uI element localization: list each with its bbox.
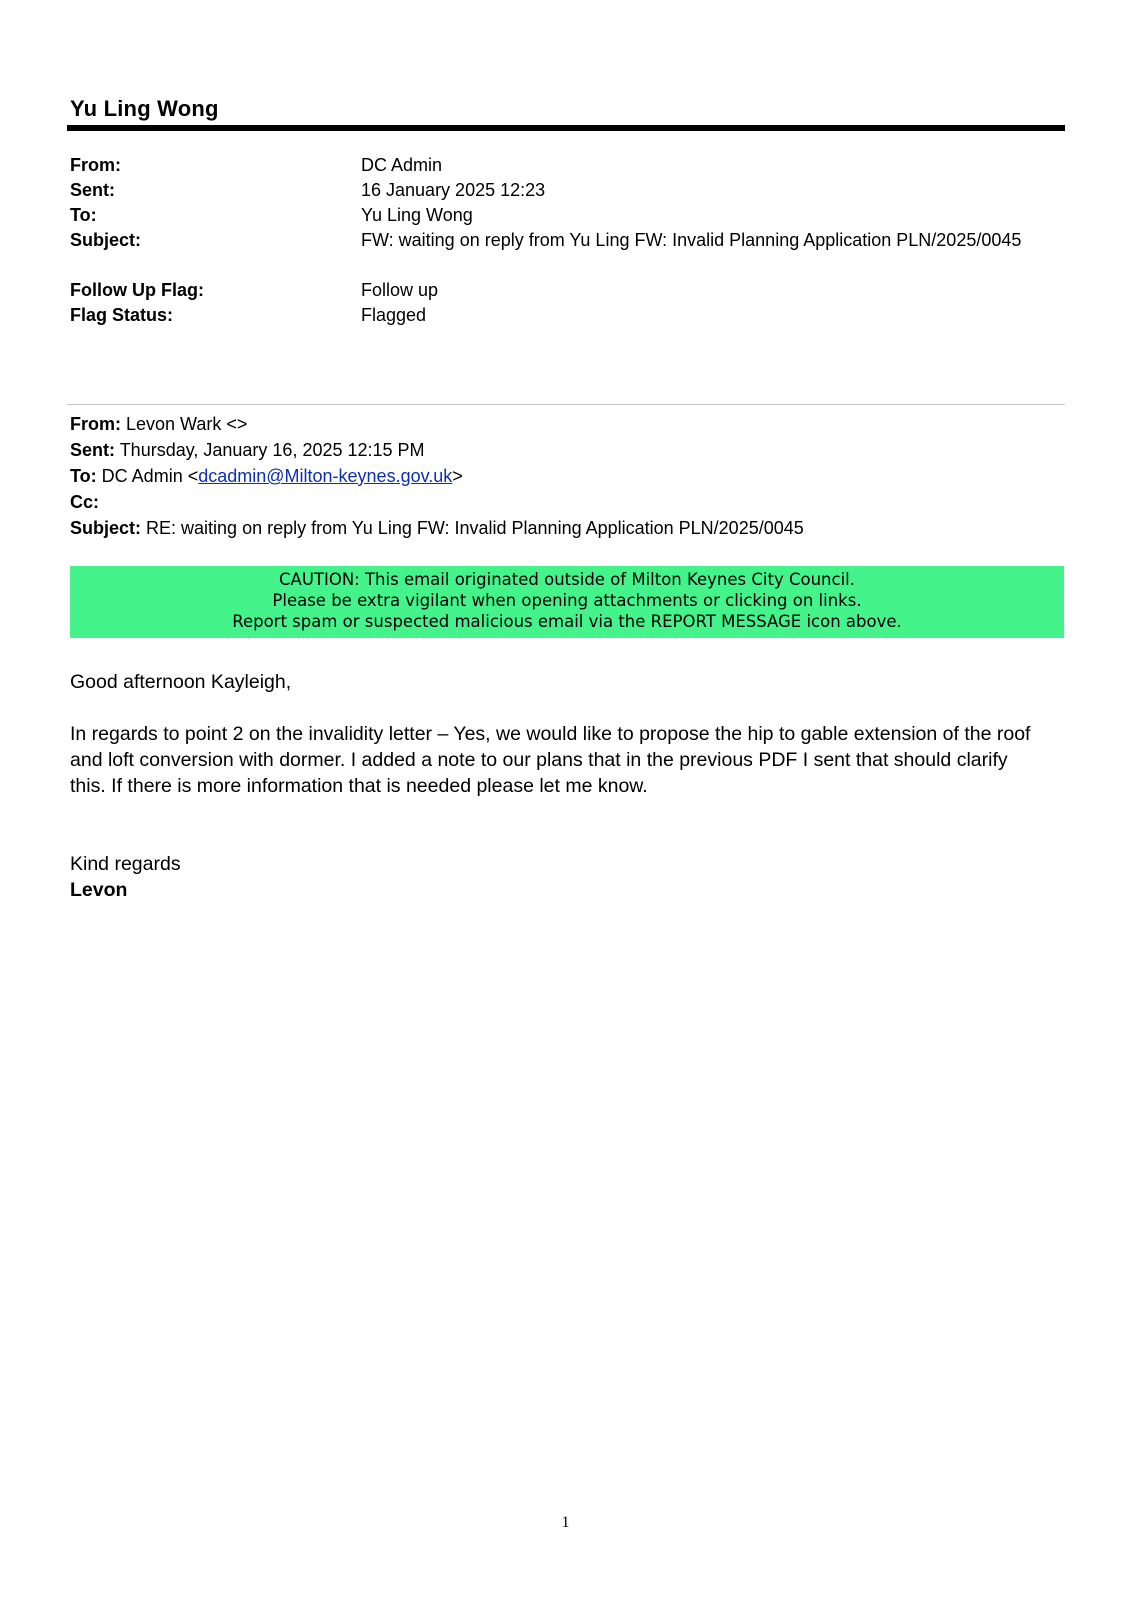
header-from-value: DC Admin: [361, 155, 443, 175]
external-email-caution-banner: [70, 566, 1064, 638]
header-from-row: [70, 153, 1070, 178]
forwarded-from-value: Levon Wark <>: [126, 414, 248, 434]
title-rule: [67, 125, 1065, 131]
header-sent-row: [70, 178, 1070, 203]
header-follow-up-row: [70, 278, 1070, 303]
message-signature: Levon: [70, 879, 128, 901]
forwarded-sent-value: Thursday, January 16, 2025 12:15 PM: [119, 440, 425, 460]
dcadmin-email-link[interactable]: dcadmin@Milton-keynes.gov.uk: [198, 466, 453, 486]
message-paragraph-line-1: In regards to point 2 on the invalidity letter – Yes, we would like to propose the hip to gable extension of the roof: [70, 723, 1031, 745]
header-subject-value: FW: waiting on reply from Yu Ling FW: Invalid Planning Application PLN/2025/0045: [361, 230, 1022, 250]
forwarded-subject-label: Subject:: [70, 518, 142, 538]
header-flag-status-value: Flagged: [361, 305, 427, 325]
forwarded-sent-label: Sent:: [70, 440, 115, 460]
forwarded-subject-value: RE: waiting on reply from Yu Ling FW: Invalid Planning Application PLN/2025/0045: [146, 518, 804, 538]
message-greeting: Good afternoon Kayleigh,: [70, 671, 292, 693]
header-to-row: [70, 203, 1070, 228]
forwarded-to-line: [70, 464, 463, 489]
message-closing: Kind regards: [70, 853, 181, 875]
forwarded-to-suffix: >: [452, 466, 463, 486]
page-number: 1: [561, 1514, 570, 1531]
header-to-label: To:: [70, 205, 97, 225]
header-subject-label: Subject:: [70, 230, 142, 250]
caution-line-3: Report spam or suspected malicious email via the REPORT MESSAGE icon above.: [232, 612, 902, 631]
header-sent-label: Sent:: [70, 180, 115, 200]
header-from-label: From:: [70, 155, 121, 175]
header-sent-value: 16 January 2025 12:23: [361, 180, 546, 200]
forwarded-subject-line: [70, 516, 804, 541]
message-paragraph-line-2: and loft conversion with dormer. I added a note to our plans that in the previous PDF I sent that should clarify: [70, 749, 1008, 771]
header-follow-up-value: Follow up: [361, 280, 439, 300]
mailbox-owner-name: Yu Ling Wong: [70, 96, 219, 121]
header-flag-status-label: Flag Status:: [70, 305, 174, 325]
forwarded-cc-line: [70, 490, 99, 515]
forwarded-to-label: To:: [70, 466, 97, 486]
message-separator: [67, 404, 1065, 405]
forwarded-cc-label: Cc:: [70, 492, 100, 512]
message-paragraph-line-3: this. If there is more information that is needed please let me know.: [70, 775, 648, 797]
caution-line-1: CAUTION: This email originated outside of Milton Keynes City Council.: [279, 570, 855, 589]
header-to-value: Yu Ling Wong: [361, 205, 473, 225]
forwarded-sent-line: [70, 438, 425, 463]
caution-line-2: Please be extra vigilant when opening attachments or clicking on links.: [272, 591, 862, 610]
forwarded-from-label: From:: [70, 414, 121, 434]
forwarded-from-line: [70, 412, 247, 437]
header-subject-row: [70, 228, 1070, 253]
header-flag-status-row: [70, 303, 1070, 328]
header-follow-up-label: Follow Up Flag:: [70, 280, 204, 300]
forwarded-to-prefix: DC Admin <: [101, 466, 199, 486]
